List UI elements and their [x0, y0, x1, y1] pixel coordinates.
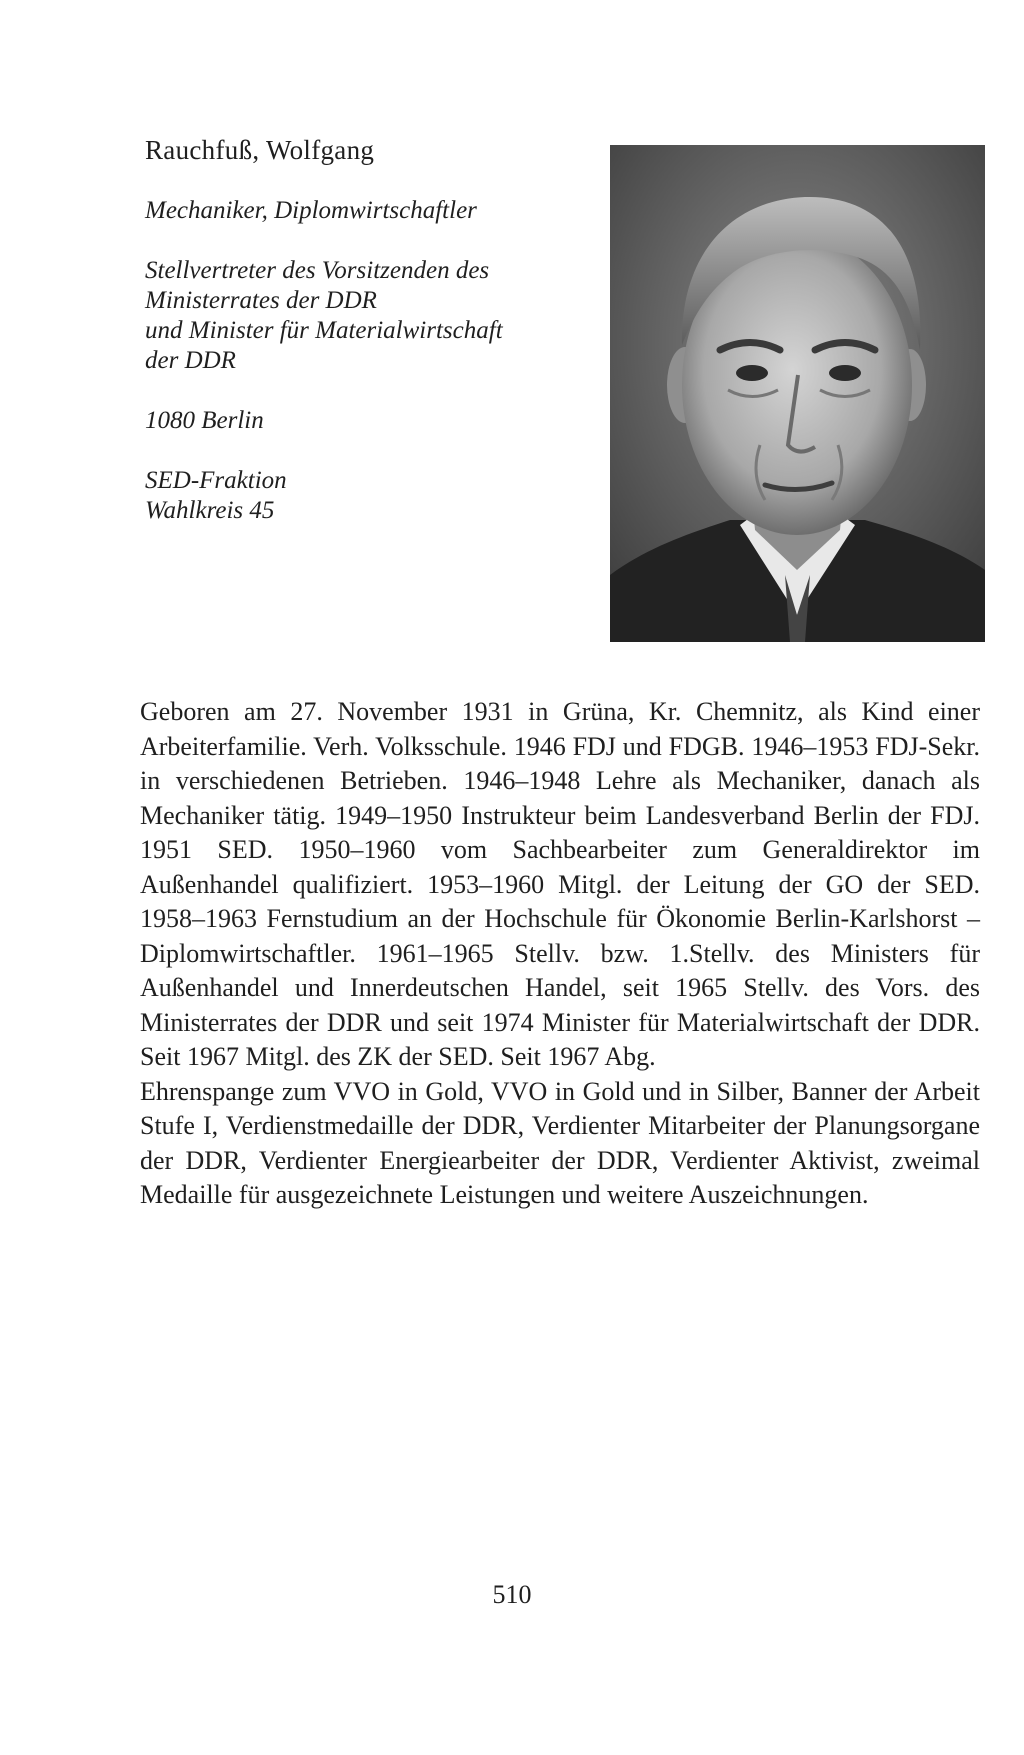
position-line: und Minister für Materialwirtschaft — [145, 317, 503, 344]
faction-group — [145, 466, 585, 526]
portrait-photo — [610, 145, 985, 642]
biography-paragraph: Geboren am 27. November 1931 in Grüna, Kr. Chemnitz, als Kind einer Arbeiterfamilie. Verh. Volksschule. 1946 FDJ und FDGB. 1946–1953 FDJ-Sekr. in verschiedenen Betrieben. 1946–1948 Lehre als Mechaniker, danach als Mechaniker tätig. 1949–1950 Instrukteur beim Landesverband Berlin der FDJ. 1951 SED. 1950–1960 vom Sachbearbeiter zum Generaldirektor im Außenhandel qualifiziert. 1953–1960 Mitgl. der Leitung der GO der SED. 1958–1963 Fernstudium an der Hochschule für Ökonomie Berlin-Karlshorst – Diplomwirtschaftler. 1961–1965 Stellv. bzw. 1.Stellv. des Ministers für Außenhandel und Innerdeutschen Handel, seit 1965 Stellv. des Vors. des Ministerrates der DDR und seit 1974 Minister für Materialwirtschaft der DDR. Seit 1967 Mitgl. des ZK der SED. Seit 1967 Abg. — [140, 697, 980, 1071]
position-line: Stellvertreter des Vorsitzenden des — [145, 257, 490, 284]
constituency: Wahlkreis 45 — [145, 497, 275, 524]
entry-header — [145, 135, 585, 556]
position-line: der DDR — [145, 347, 236, 374]
address: 1080 Berlin — [145, 407, 264, 434]
profession: Mechaniker, Diplomwirtschaftler — [145, 197, 477, 224]
position-line: Ministerrates der DDR — [145, 287, 377, 314]
biography — [140, 695, 980, 1213]
address-group — [145, 406, 585, 436]
awards-paragraph: Ehrenspange zum VVO in Gold, VVO in Gold und in Silber, Banner der Arbeit Stufe I, Verdienstmedaille der DDR, Verdienter Mitarbeiter der Planungsorgane der DDR, Verdienter Energiearbeiter der DDR, Verdienter Aktivist, zweimal Medaille für ausgezeichnete Leistungen und weitere Auszeichnungen. — [140, 1076, 980, 1209]
profession-group — [145, 196, 585, 226]
person-name: Rauchfuß, Wolfgang — [145, 135, 375, 165]
faction: SED-Fraktion — [145, 467, 287, 494]
portrait-illustration — [610, 145, 985, 642]
page-number: 510 — [492, 1580, 532, 1609]
position-group — [145, 256, 585, 376]
